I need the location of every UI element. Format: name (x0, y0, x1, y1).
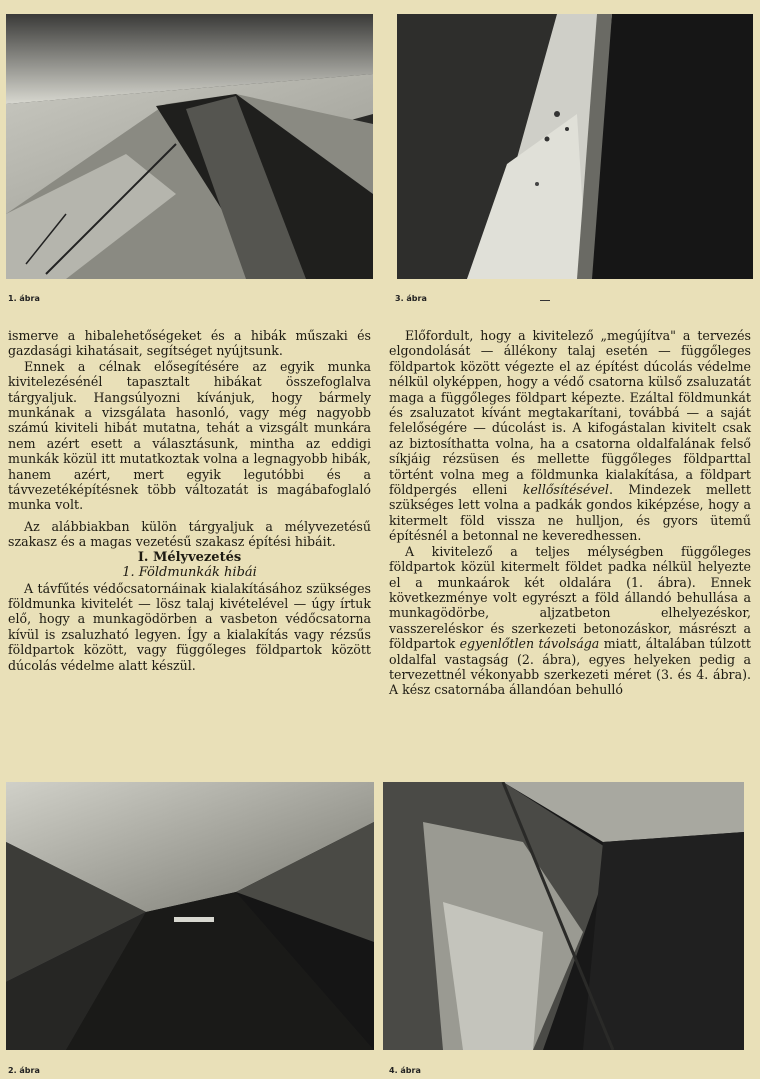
figure-3-caption: 3. ábra (395, 294, 427, 303)
left-text-column (8, 328, 371, 673)
section-heading: I. Mélyvezetés (137, 549, 242, 565)
figure-3-photo (397, 14, 753, 279)
right-paragraph-1 (389, 328, 751, 544)
left-paragraph-3: Az alábbiakban külön tárgyaljuk a mélyvezetésű szakasz és a magas vezetésű szakasz építési hibáit. (8, 518, 371, 550)
subsection-heading: 1. Földmunkák hibái (122, 565, 257, 581)
figure-1-caption: 1. ábra (8, 294, 40, 303)
left-paragraph-1: ismerve a hibalehetőségeket és a hibák műszaki és gazdasági kihatásait, segítséget nyújtsunk. (8, 328, 371, 359)
figure-2-caption: 2. ábra (8, 1066, 40, 1075)
right-paragraph-2-b: miatt, általában túlzott oldalfal vastagság (2. ábra), egyes helyeken pedig a tervezettnél vékonyabb szerkezeti méret (3. és 4. ábra). A kész csatornába állandóan behulló (389, 636, 751, 698)
figure-4-photo (383, 782, 744, 1050)
right-paragraph-2 (389, 544, 751, 698)
figure-1-photo (6, 14, 373, 279)
right-paragraph-2-a: A kivitelező a teljes mélységben függőleges földpartok közül kitermelt földet padka nélkül helyezte el a munkaárok két oldalára (1. ábra). Ennek következménye volt egyrészt a föld állandó behullása a munkagödörbe, aljzatbeton elhelyezéskor, vasszereléskor és szerkezeti betonozáskor, másrészt a földpartok (389, 543, 751, 652)
right-text-column (389, 328, 751, 698)
caption-dash (540, 300, 550, 301)
left-paragraph-4: A távfűtés védőcsatornáinak kialakításához szükséges földmunka kivitelét — lösz talaj kivételével — úgy írtuk elő, hogy a munkagödörben a vasbeton védőcsatorna kívül is zsaluzható legyen. Így a kialakítás vagy rézsűs földpartok között, vagy függőleges földpartok között dúcolás védelme alatt készül. (8, 580, 371, 673)
right-paragraph-1-emphasis: kellősítésével (522, 482, 609, 498)
figure-4-caption: 4. ábra (389, 1066, 421, 1075)
right-paragraph-1-b: . Mindezek mellett szükséges lett volna a padkák gondos kiképzése, hogy a kitermelt föld vissza ne hulljon, és gyors ütemű építésnél a betonnal ne keveredhessen. (389, 482, 751, 544)
figure-2-photo (6, 782, 374, 1050)
right-paragraph-2-emphasis: egyenlőtlen távolsága (459, 636, 600, 652)
left-paragraph-2: Ennek a célnak elősegítésére az egyik munka kivitelezésénél tapasztalt hibákat összefoglalva tárgyaljuk. Hangsúlyozni kívánjuk, hogy bármely munkának a vizsgálata hasonló, vagy még nagyobb számú kiviteli hibát mutatna, tehát a vizsgált munkára nem azért esett a választásunk, mintha az eddigi munkák közül itt mutatkoztak volna a legnagyobb hibák, hanem azért, mert egyik legutóbbi és a távvezetéképítésnek több változatát is magábafoglaló munka volt. (8, 358, 371, 513)
right-paragraph-1-a: Előfordult, hogy a kivitelező „megújítva" a tervezés elgondolását — állékony talaj esetén — függőleges földpartok között végezte el az építést dúcolás védelme nélkül olyképpen, hogy a védő csatorna külső zsaluzatát maga a függőleges földpart képezte. Ezáltal földmunkát és zsaluzatot kívánt megtakarítani, továbbá — a saját felelőségére — dúcolást is. A kifogástalan kivitelt csak az biztosíthatta volna, ha a csatorna oldalfalának felső síkjáig rézsüsen és mellette függőleges földparttal történt volna meg a földmunka kialakítása, a földpart földpergés elleni (389, 328, 751, 498)
